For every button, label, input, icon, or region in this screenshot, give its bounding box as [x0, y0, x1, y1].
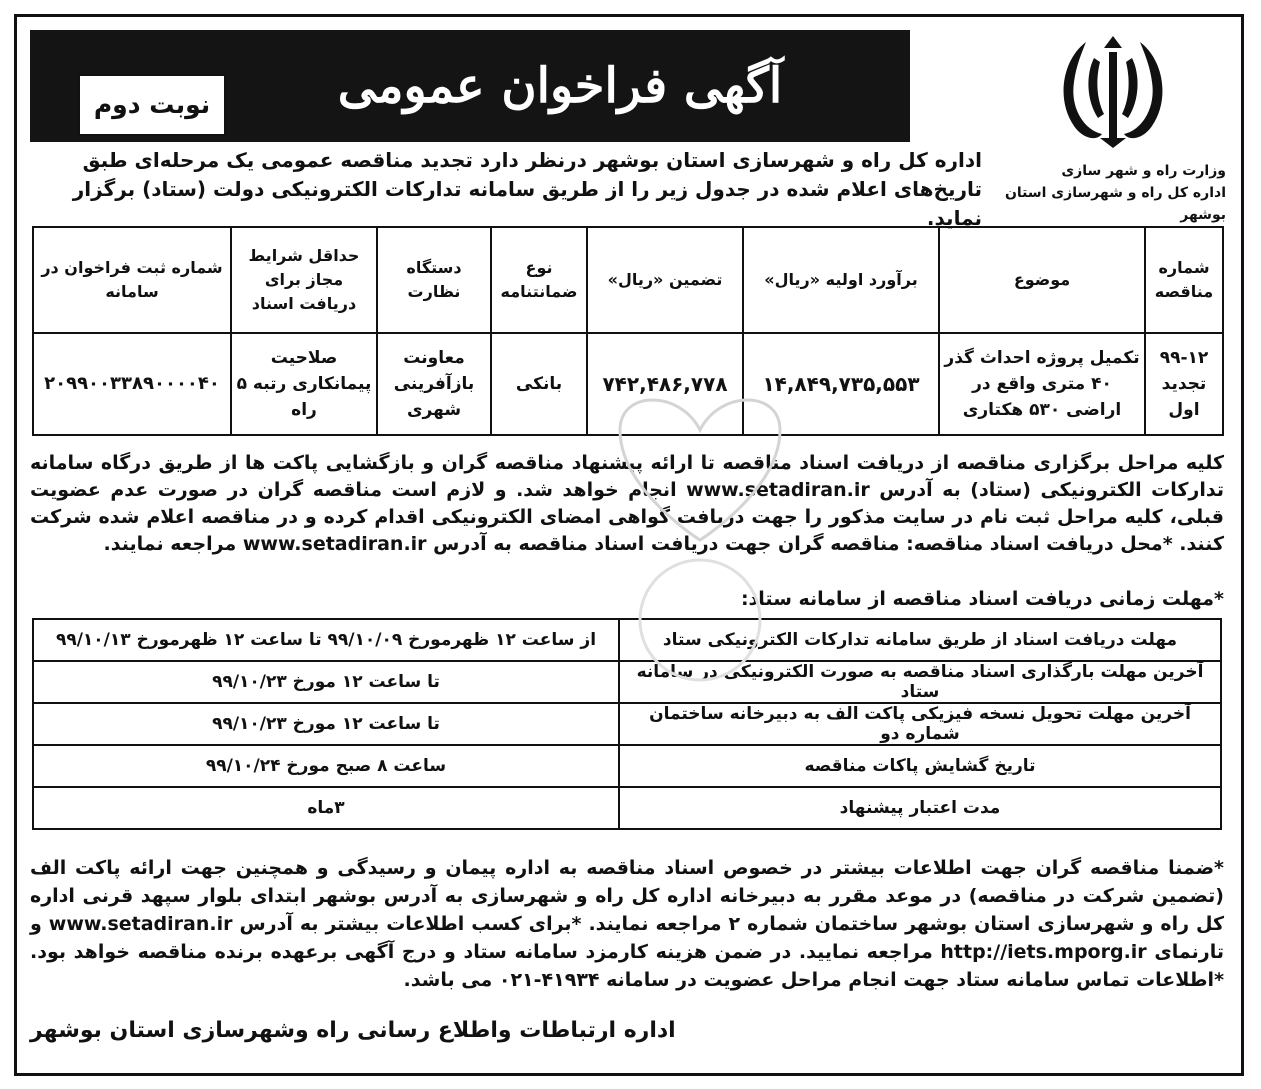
- page-title: آگهی فراخوان عمومی: [337, 58, 783, 114]
- col-estimate: برآورد اولیه «ریال»: [743, 227, 939, 333]
- deadline-heading: *مهلت زمانی دریافت اسناد مناقصه از سامانه ستاد:: [740, 588, 1224, 610]
- schedule-value: ساعت ۸ صبح مورخ ۹۹/۱۰/۲۴: [33, 745, 619, 787]
- table-header-row: [33, 227, 1223, 333]
- col-number: شماره مناقصه: [1145, 227, 1223, 333]
- cell-subject: تکمیل پروژه احداث گذر ۴۰ متری واقع در اراضی ۵۳۰ هکتاری: [939, 333, 1145, 435]
- round-badge: نوبت دوم: [78, 74, 226, 136]
- schedule-label: مهلت دریافت اسناد از طریق سامانه تدارکات الکترونیکی ستاد: [619, 619, 1221, 661]
- col-supervisor: دستگاه نظارت: [377, 227, 491, 333]
- tender-table: [32, 226, 1224, 436]
- schedule-label: مدت اعتبار پیشنهاد: [619, 787, 1221, 829]
- col-guarantee-type: نوع ضمانتنامه: [491, 227, 587, 333]
- schedule-value: تا ساعت ۱۲ مورخ ۹۹/۱۰/۲۳: [33, 661, 619, 703]
- schedule-table: [32, 618, 1222, 830]
- ministry-name: وزارت راه و شهر سازی: [1061, 163, 1226, 179]
- schedule-label: آخرین مهلت تحویل نسخه فیزیکی پاکت الف به دبیرخانه ساختمان شماره دو: [619, 703, 1221, 745]
- issuer-block: [990, 160, 1226, 226]
- cell-supervisor: معاونت بازآفرینی شهری: [377, 333, 491, 435]
- schedule-value: ۳ماه: [33, 787, 619, 829]
- schedule-label: آخرین مهلت بارگذاری اسناد مناقصه به صورت الکترونیکی در سامانه ستاد: [619, 661, 1221, 703]
- col-registration: شماره ثبت فراخوان در سامانه: [33, 227, 231, 333]
- notes-paragraph: *ضمنا مناقصه گران جهت اطلاعات بیشتر در خصوص اسناد مناقصه به اداره پیمان و رسیدگی و همچنین جهت ارائه پاکت الف (تضمین شرکت در مناقصه) در موعد مقرر به دبیرخانه اداره کل راه و شهرسازی به آدرس بوشهر ابتدای بلوار سپهد قرنی اداره کل راه و شهرسازی استان بوشهر ساختمان شماره ۲ مراجعه نمایند. *برای کسب اطلاعات بیشتر به آدرس www.setadiran.ir و تارنمای http://iets.mporg.ir مراجعه نمایید. در ضمن هزینه کارمزد سامانه ستاد و درج آگهی برعهده برنده مناقصه خواهد بود. *اطلاعات تماس سامانه ستاد جهت انجام مراحل عضویت در سامانه ۴۱۹۳۴-۰۲۱ می باشد.: [30, 857, 1224, 991]
- schedule-value: تا ساعت ۱۲ مورخ ۹۹/۱۰/۲۳: [33, 703, 619, 745]
- table-row: [33, 661, 1221, 703]
- footer-text: اداره ارتباطات واطلاع رسانی راه وشهرسازی استان بوشهر: [30, 1018, 676, 1043]
- office-name: اداره کل راه و شهرسازی استان بوشهر: [1004, 185, 1226, 223]
- header-banner: [30, 30, 910, 142]
- intro-paragraph: اداره کل راه و شهرسازی استان بوشهر درنظر دارد تجدید مناقصه عمومی یک مرحله‌ای طبق تاریخ‌های اعلام شده در جدول زیر را از طریق سامانه تدارکات الکترونیکی دولت (ستاد) برگزار نماید.: [72, 148, 982, 230]
- schedule-label: تاریخ گشایش پاکات مناقصه: [619, 745, 1221, 787]
- cell-estimate: ۱۴,۸۴۹,۷۳۵,۵۵۳: [743, 333, 939, 435]
- table-row: [33, 787, 1221, 829]
- iran-emblem-icon: [1046, 34, 1180, 150]
- schedule-value: از ساعت ۱۲ ظهرمورخ ۹۹/۱۰/۰۹ تا ساعت ۱۲ ظهرمورخ ۹۹/۱۰/۱۳: [33, 619, 619, 661]
- table-row: [33, 619, 1221, 661]
- cell-guarantee-type: بانکی: [491, 333, 587, 435]
- table-row: [33, 745, 1221, 787]
- col-subject: موضوع: [939, 227, 1145, 333]
- cell-registration: ۲۰۹۹۰۰۳۳۸۹۰۰۰۰۴۰: [33, 333, 231, 435]
- cell-number: ۹۹-۱۲ تجدید اول: [1145, 333, 1223, 435]
- table-row: [33, 333, 1223, 435]
- cell-min-condition: صلاحیت پیمانکاری رتبه ۵ راه: [231, 333, 377, 435]
- col-min-condition: حداقل شرایط مجاز برای دریافت اسناد: [231, 227, 377, 333]
- col-guarantee: تضمین «ریال»: [587, 227, 743, 333]
- table-row: [33, 703, 1221, 745]
- procedure-paragraph: کلیه مراحل برگزاری مناقصه از دریافت اسناد مناقصه تا ارائه پیشنهاد مناقصه گران و بازگشایی پاکت ها از طریق درگاه سامانه تدارکات الکترونیکی (ستاد) به آدرس www.setadiran.ir انجام خواهد شد. و لازم است مناقصه گران در صورت عدم عضویت قبلی، کلیه مراحل ثبت نام در سایت مذکور را جهت دریافت گواهی امضای الکترونیکی اقدام کرده و در مناقصه اعلام شده شرکت کنند. *محل دریافت اسناد مناقصه: مناقصه گران جهت دریافت اسناد مناقصه به آدرس www.setadiran.ir مراجعه نمایند.: [30, 452, 1224, 555]
- cell-guarantee: ۷۴۲,۴۸۶,۷۷۸: [587, 333, 743, 435]
- footer-signature: [30, 1018, 1224, 1043]
